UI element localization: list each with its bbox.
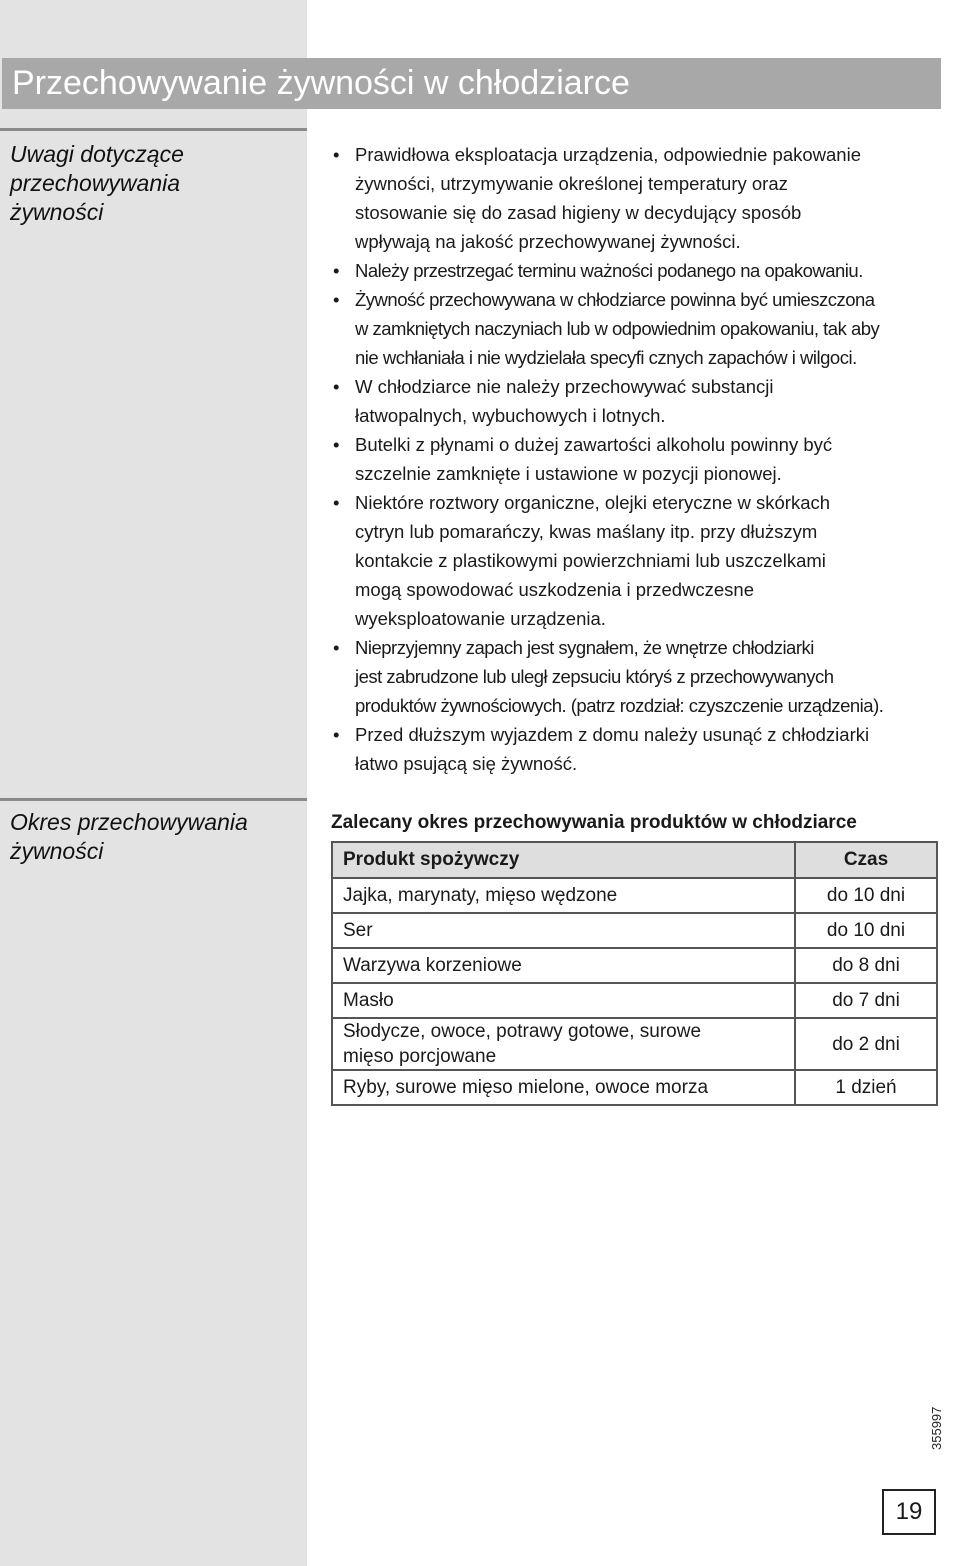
product-cell: Masło <box>332 983 795 1018</box>
list-item: • Żywność przechowywana w chłodziarce powinna być umieszczona w zamkniętych naczyniach lub w odpowiednim opakowaniu, tak aby nie wchłaniała i nie wydzielała specyfi cznych zapachów i wilgoci. <box>330 285 945 372</box>
label-line: przechowywania <box>10 170 181 196</box>
page-number: 19 <box>882 1489 936 1535</box>
table-row <box>332 1018 937 1070</box>
product-cell: Warzywa korzeniowe <box>332 948 795 983</box>
time-cell: do 2 dni <box>795 1018 937 1070</box>
header-product: Produkt spożywczy <box>332 842 795 878</box>
section-divider-1 <box>0 128 307 131</box>
product-cell: Słodycze, owoce, potrawy gotowe, surowe mięso porcjowane <box>332 1018 795 1070</box>
table-row <box>332 983 937 1018</box>
table-header-row <box>332 842 937 878</box>
title-bar <box>2 58 941 109</box>
time-cell: do 8 dni <box>795 948 937 983</box>
storage-notes-list <box>330 140 945 778</box>
document-number: 355997 <box>929 1406 944 1450</box>
list-item: • Należy przestrzegać terminu ważności podanego na opakowaniu. <box>330 256 945 285</box>
product-cell: Jajka, marynaty, mięso wędzone <box>332 878 795 913</box>
label-line: Okres przechowywania <box>10 809 248 835</box>
list-item: • W chłodziarce nie należy przechowywać substancji łatwopalnych, wybuchowych i lotnych. <box>330 372 945 430</box>
section-divider-2 <box>0 798 307 801</box>
time-cell: 1 dzień <box>795 1070 937 1105</box>
time-cell: do 7 dni <box>795 983 937 1018</box>
left-margin-column <box>0 0 307 1566</box>
section-label-storage-notes <box>10 140 300 227</box>
product-cell: Ser <box>332 913 795 948</box>
label-line: żywności <box>10 838 104 864</box>
list-item: • Nieprzyjemny zapach jest sygnałem, że wnętrze chłodziarki jest zabrudzone lub uległ zepsuciu któryś z przechowywanych produktów żywnościowych. (patrz rozdział: czyszczenie urządzenia). <box>330 633 945 720</box>
list-item: • Butelki z płynami o dużej zawartości alkoholu powinny być szczelnie zamknięte i ustawione w pozycji pionowej. <box>330 430 945 488</box>
table-row <box>332 878 937 913</box>
product-cell: Ryby, surowe mięso mielone, owoce morza <box>332 1070 795 1105</box>
table-title: Zalecany okres przechowywania produktów w chłodziarce <box>331 812 857 833</box>
header-time: Czas <box>795 842 937 878</box>
page-title: Przechowywanie żywności w chłodziarce <box>12 64 630 102</box>
table-row <box>332 1070 937 1105</box>
list-item: • Przed dłuższym wyjazdem z domu należy usunąć z chłodziarki łatwo psującą się żywność. <box>330 720 945 778</box>
list-item: • Niektóre roztwory organiczne, olejki eteryczne w skórkach cytryn lub pomarańczy, kwas maślany itp. przy dłuższym kontakcie z plastikowymi powierzchniami lub uszczelkami mogą spowodować uszkodzenia i przedwczesne wyeksploatowanie urządzenia. <box>330 488 945 633</box>
time-cell: do 10 dni <box>795 878 937 913</box>
label-line: Uwagi dotyczące <box>10 141 184 167</box>
storage-period-table <box>331 841 938 1106</box>
table-row <box>332 948 937 983</box>
section-label-storage-period <box>10 808 300 866</box>
time-cell: do 10 dni <box>795 913 937 948</box>
table-row <box>332 913 937 948</box>
list-item: • Prawidłowa eksploatacja urządzenia, odpowiednie pakowanie żywności, utrzymywanie określonej temperatury oraz stosowanie się do zasad higieny w decydujący sposób wpływają na jakość przechowywanej żywności. <box>330 140 945 256</box>
label-line: żywności <box>10 199 104 225</box>
